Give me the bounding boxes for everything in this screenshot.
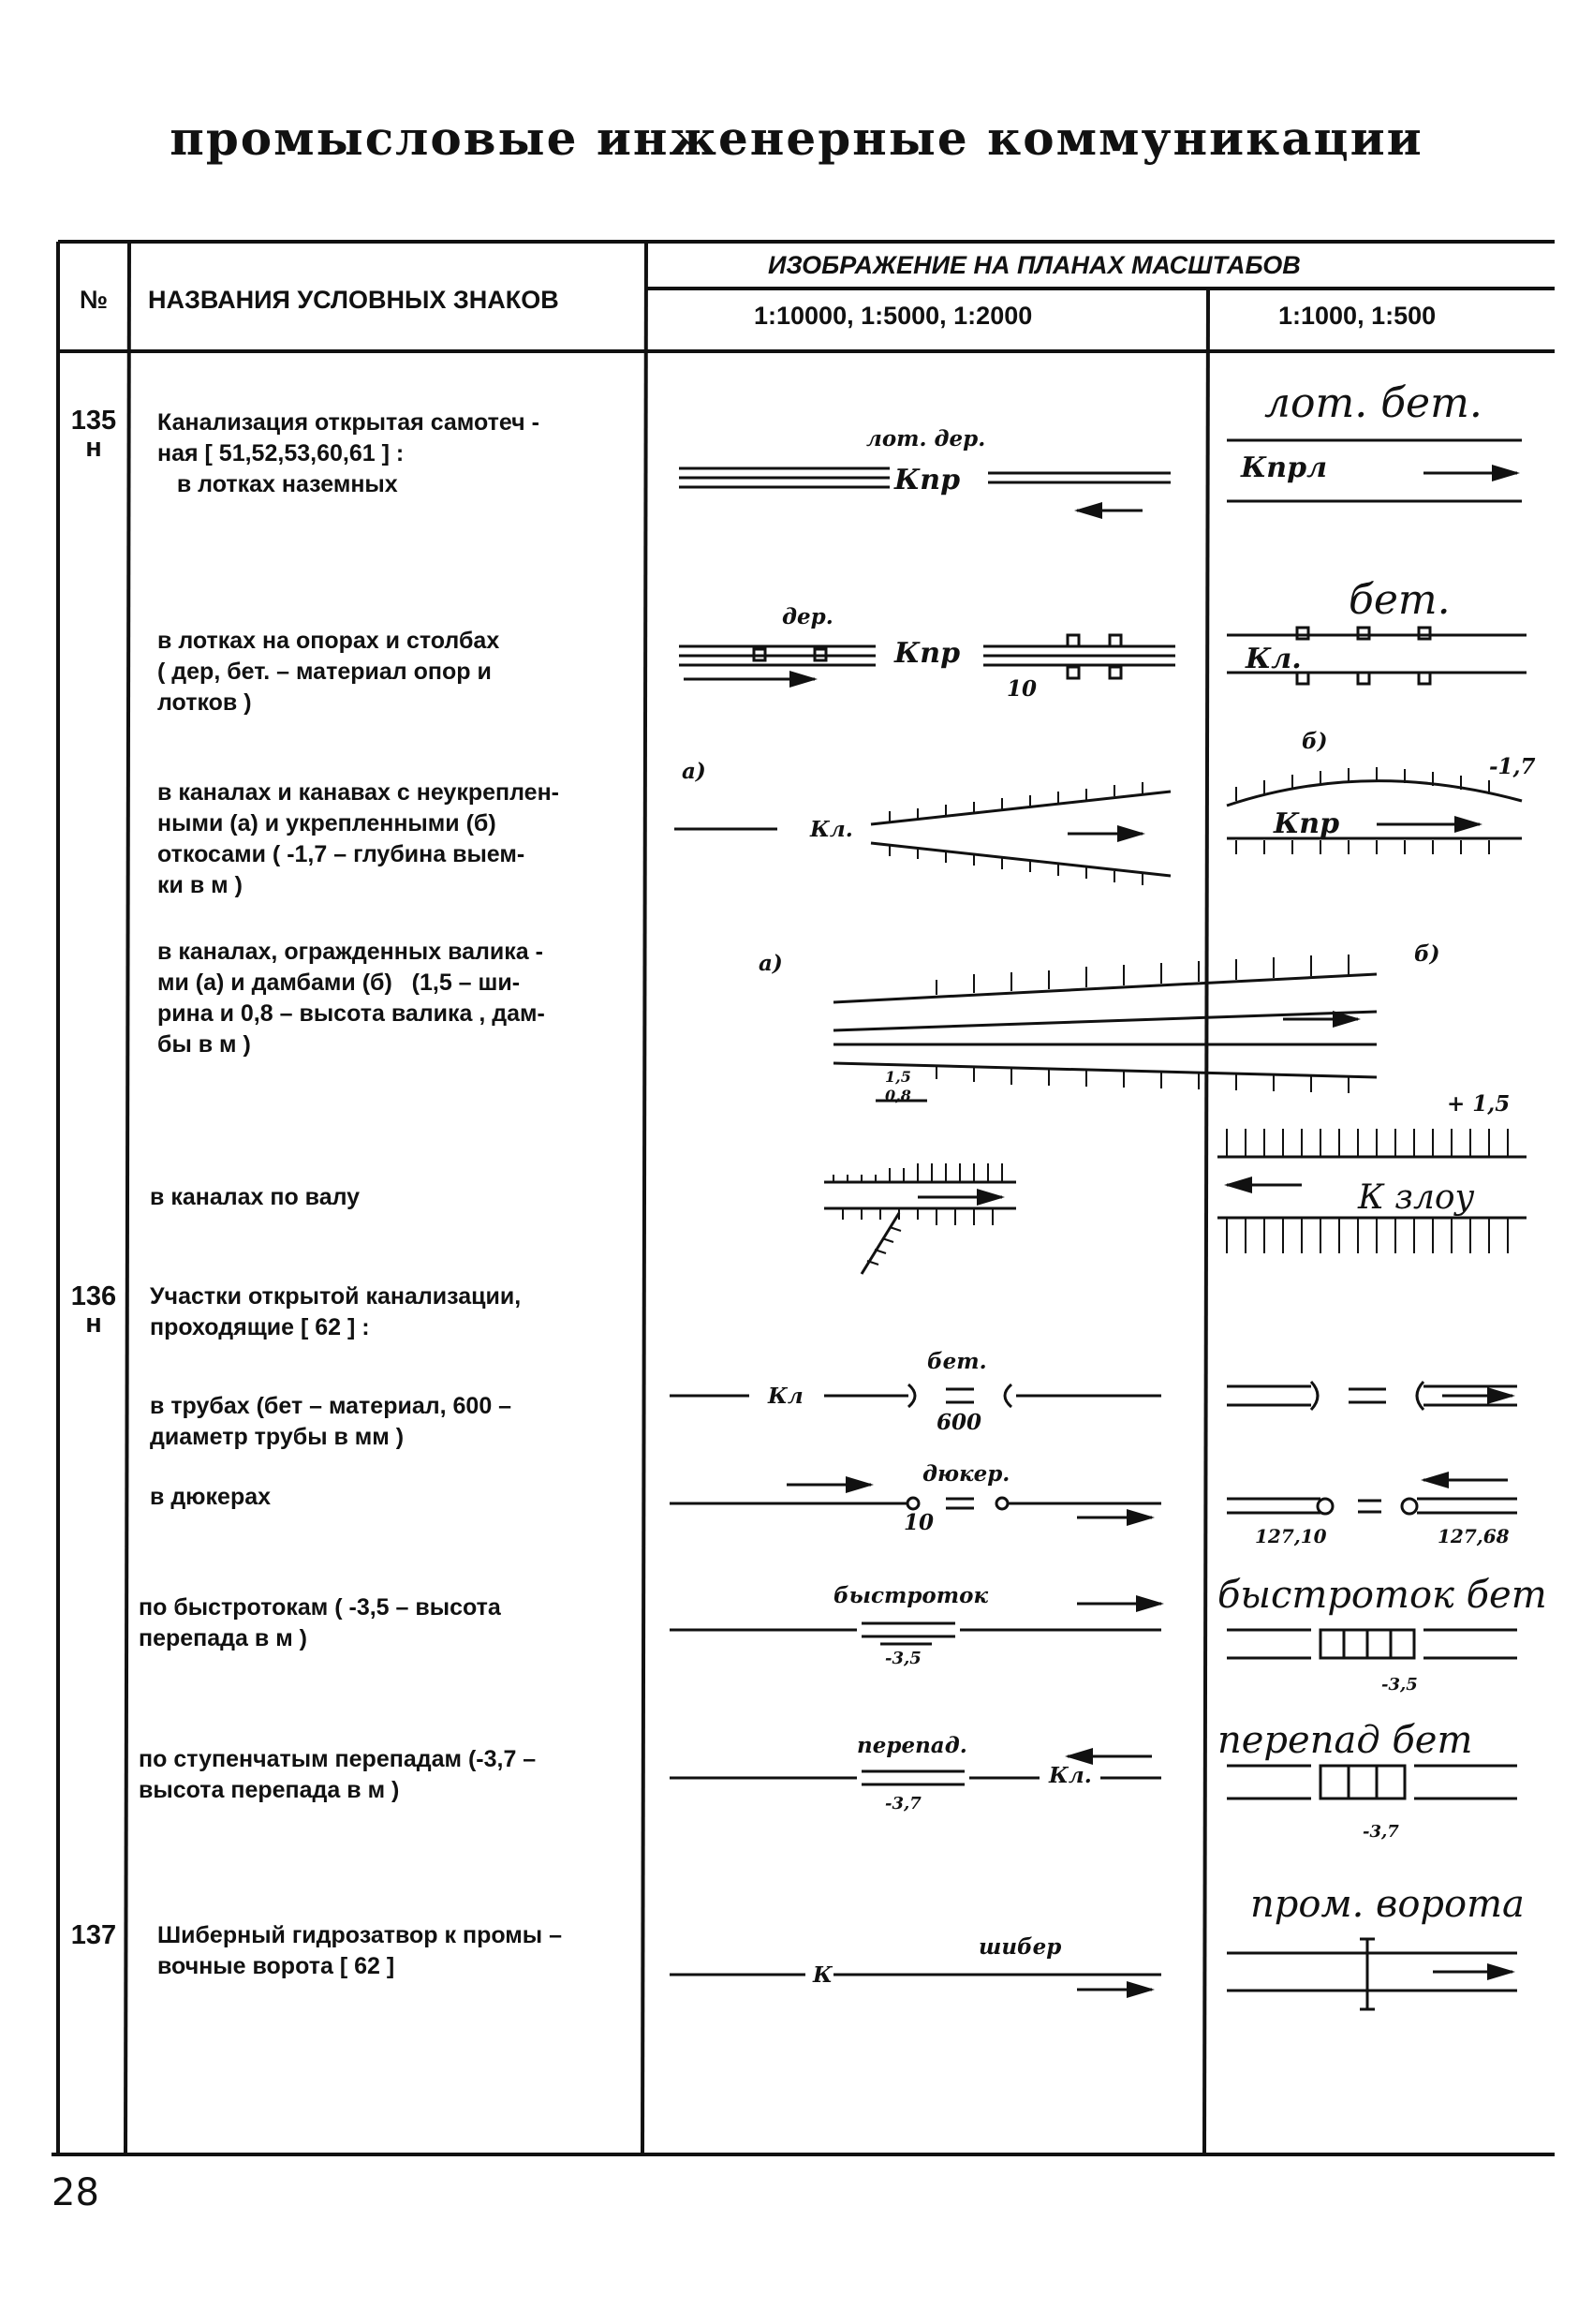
row-number: 135 н [70, 406, 117, 463]
label-kpr: Кпр [894, 637, 961, 670]
row-number: 137 [70, 1920, 117, 1950]
label-k-zlou: К злоу [1358, 1178, 1475, 1217]
header-no: № [79, 286, 109, 314]
duker-symbol-large [1227, 1480, 1517, 1514]
canal-on-bank-symbol-small [824, 1163, 1016, 1274]
row-name: в трубах (бет – материал, 600 – диаметр трубы в мм ) [150, 1393, 512, 1450]
row-name: в дюкерах [150, 1484, 272, 1510]
label-depth: -1,7 [1489, 754, 1536, 779]
label-b: б) [1302, 729, 1328, 754]
label-plus-width: + 1,5 [1447, 1091, 1511, 1117]
label-bet-pipe: бет. [927, 1349, 987, 1374]
label-diameter: 600 [937, 1410, 982, 1435]
label-ten: 10 [1007, 676, 1038, 702]
label-elevation: 127,68 [1438, 1525, 1510, 1547]
label-kpr: Кпр [894, 464, 961, 496]
canal-ditch-symbol-large [1227, 767, 1522, 854]
label-bystrotok: быстроток [833, 1583, 989, 1608]
row-name: в каналах и канавах с неукреплен- ными (а) и укрепленными (б) откосами ( -1,7 – глубина выем- ки в м ) [157, 779, 559, 898]
label-b: б) [1414, 941, 1440, 967]
chute-symbol-small [670, 1604, 1161, 1644]
label-kl: Кл. [1246, 643, 1302, 675]
label-drop-height: -3,5 [885, 1649, 922, 1668]
label-kl: Кл. [1049, 1763, 1092, 1788]
chute-symbol-large [1227, 1630, 1517, 1658]
row-name: в каналах, огражденных валика - ми (а) и дамбами (б) (1,5 – ши- рина и 0,8 – высота валика , дам- бы в м ) [157, 939, 545, 1058]
label-perepad: перепад. [857, 1733, 967, 1758]
label-width: 1,5 [885, 1068, 911, 1086]
page-title: промысловые инженерные коммуникации [170, 111, 1423, 166]
label-kpr: Кпр [1274, 807, 1340, 840]
pipe-symbol-large [1227, 1382, 1517, 1410]
pipe-symbol-small [670, 1384, 1161, 1407]
header-image-on-plans: ИЗОБРАЖЕНИЕ НА ПЛАНАХ МАСШТАБОВ [768, 251, 1301, 279]
label-bystrotok-bet: быстроток бет [1217, 1574, 1547, 1617]
row-name: по ступенчатым перепадам (-3,7 – высота перепада в м ) [139, 1746, 537, 1803]
label-bet: бет. [1349, 576, 1451, 624]
label-prom-vorota: пром. ворота [1250, 1883, 1525, 1926]
label-duker: дюкер. [922, 1461, 1010, 1487]
label-lot-der: лот. дер. [866, 426, 986, 451]
label-a: а) [759, 951, 783, 976]
row-name: по быстротокам ( -3,5 – высота перепада в м ) [139, 1594, 501, 1651]
gate-valve-symbol-large [1227, 1939, 1517, 2009]
label-a: а) [682, 759, 706, 784]
page-number: 28 [52, 2171, 99, 2214]
label-kprl: Кпрл [1241, 451, 1328, 484]
label-elevation: 127,10 [1255, 1525, 1327, 1547]
row-name: Шиберный гидрозатвор к промы – вочные ворота [ 62 ] [157, 1922, 562, 1979]
label-step-height: -3,7 [885, 1794, 922, 1813]
header-scales-small: 1:10000, 1:5000, 1:2000 [754, 302, 1033, 330]
row-number: 136 н [70, 1281, 117, 1339]
row-name: в лотках на опорах и столбах ( дер, бет. – материал опор и лотков ) [157, 628, 500, 716]
row-name: в каналах по валу [150, 1184, 361, 1210]
label-ten: 10 [904, 1510, 935, 1535]
header-scales-large: 1:1000, 1:500 [1278, 302, 1437, 330]
header-names: НАЗВАНИЯ УСЛОВНЫХ ЗНАКОВ [148, 286, 559, 314]
row-name: Участки открытой канализации, проходящие [ 62 ] : [150, 1283, 522, 1340]
row-name: Канализация открытая самотеч - ная [ 51,52,53,60,61 ] : в лотках наземных [157, 409, 539, 497]
label-drop-height: -3,5 [1381, 1675, 1418, 1695]
label-k: К [813, 1962, 833, 1988]
label-kl: Кл. [810, 817, 853, 842]
label-step-height: -3,7 [1363, 1822, 1399, 1842]
label-perepad-bet: перепад бет [1217, 1719, 1473, 1762]
label-shiber: шибер [979, 1934, 1062, 1960]
label-kl: Кл [768, 1384, 804, 1409]
canal-embankment-symbol [833, 955, 1377, 1101]
label-der: дер. [782, 604, 833, 629]
label-lot-bet: лот. бет. [1264, 379, 1482, 427]
label-height: 0,8 [885, 1087, 911, 1104]
canal-ditch-symbol-small [674, 782, 1171, 885]
step-drop-symbol-large [1227, 1766, 1517, 1799]
gate-valve-symbol-small [670, 1975, 1161, 1990]
